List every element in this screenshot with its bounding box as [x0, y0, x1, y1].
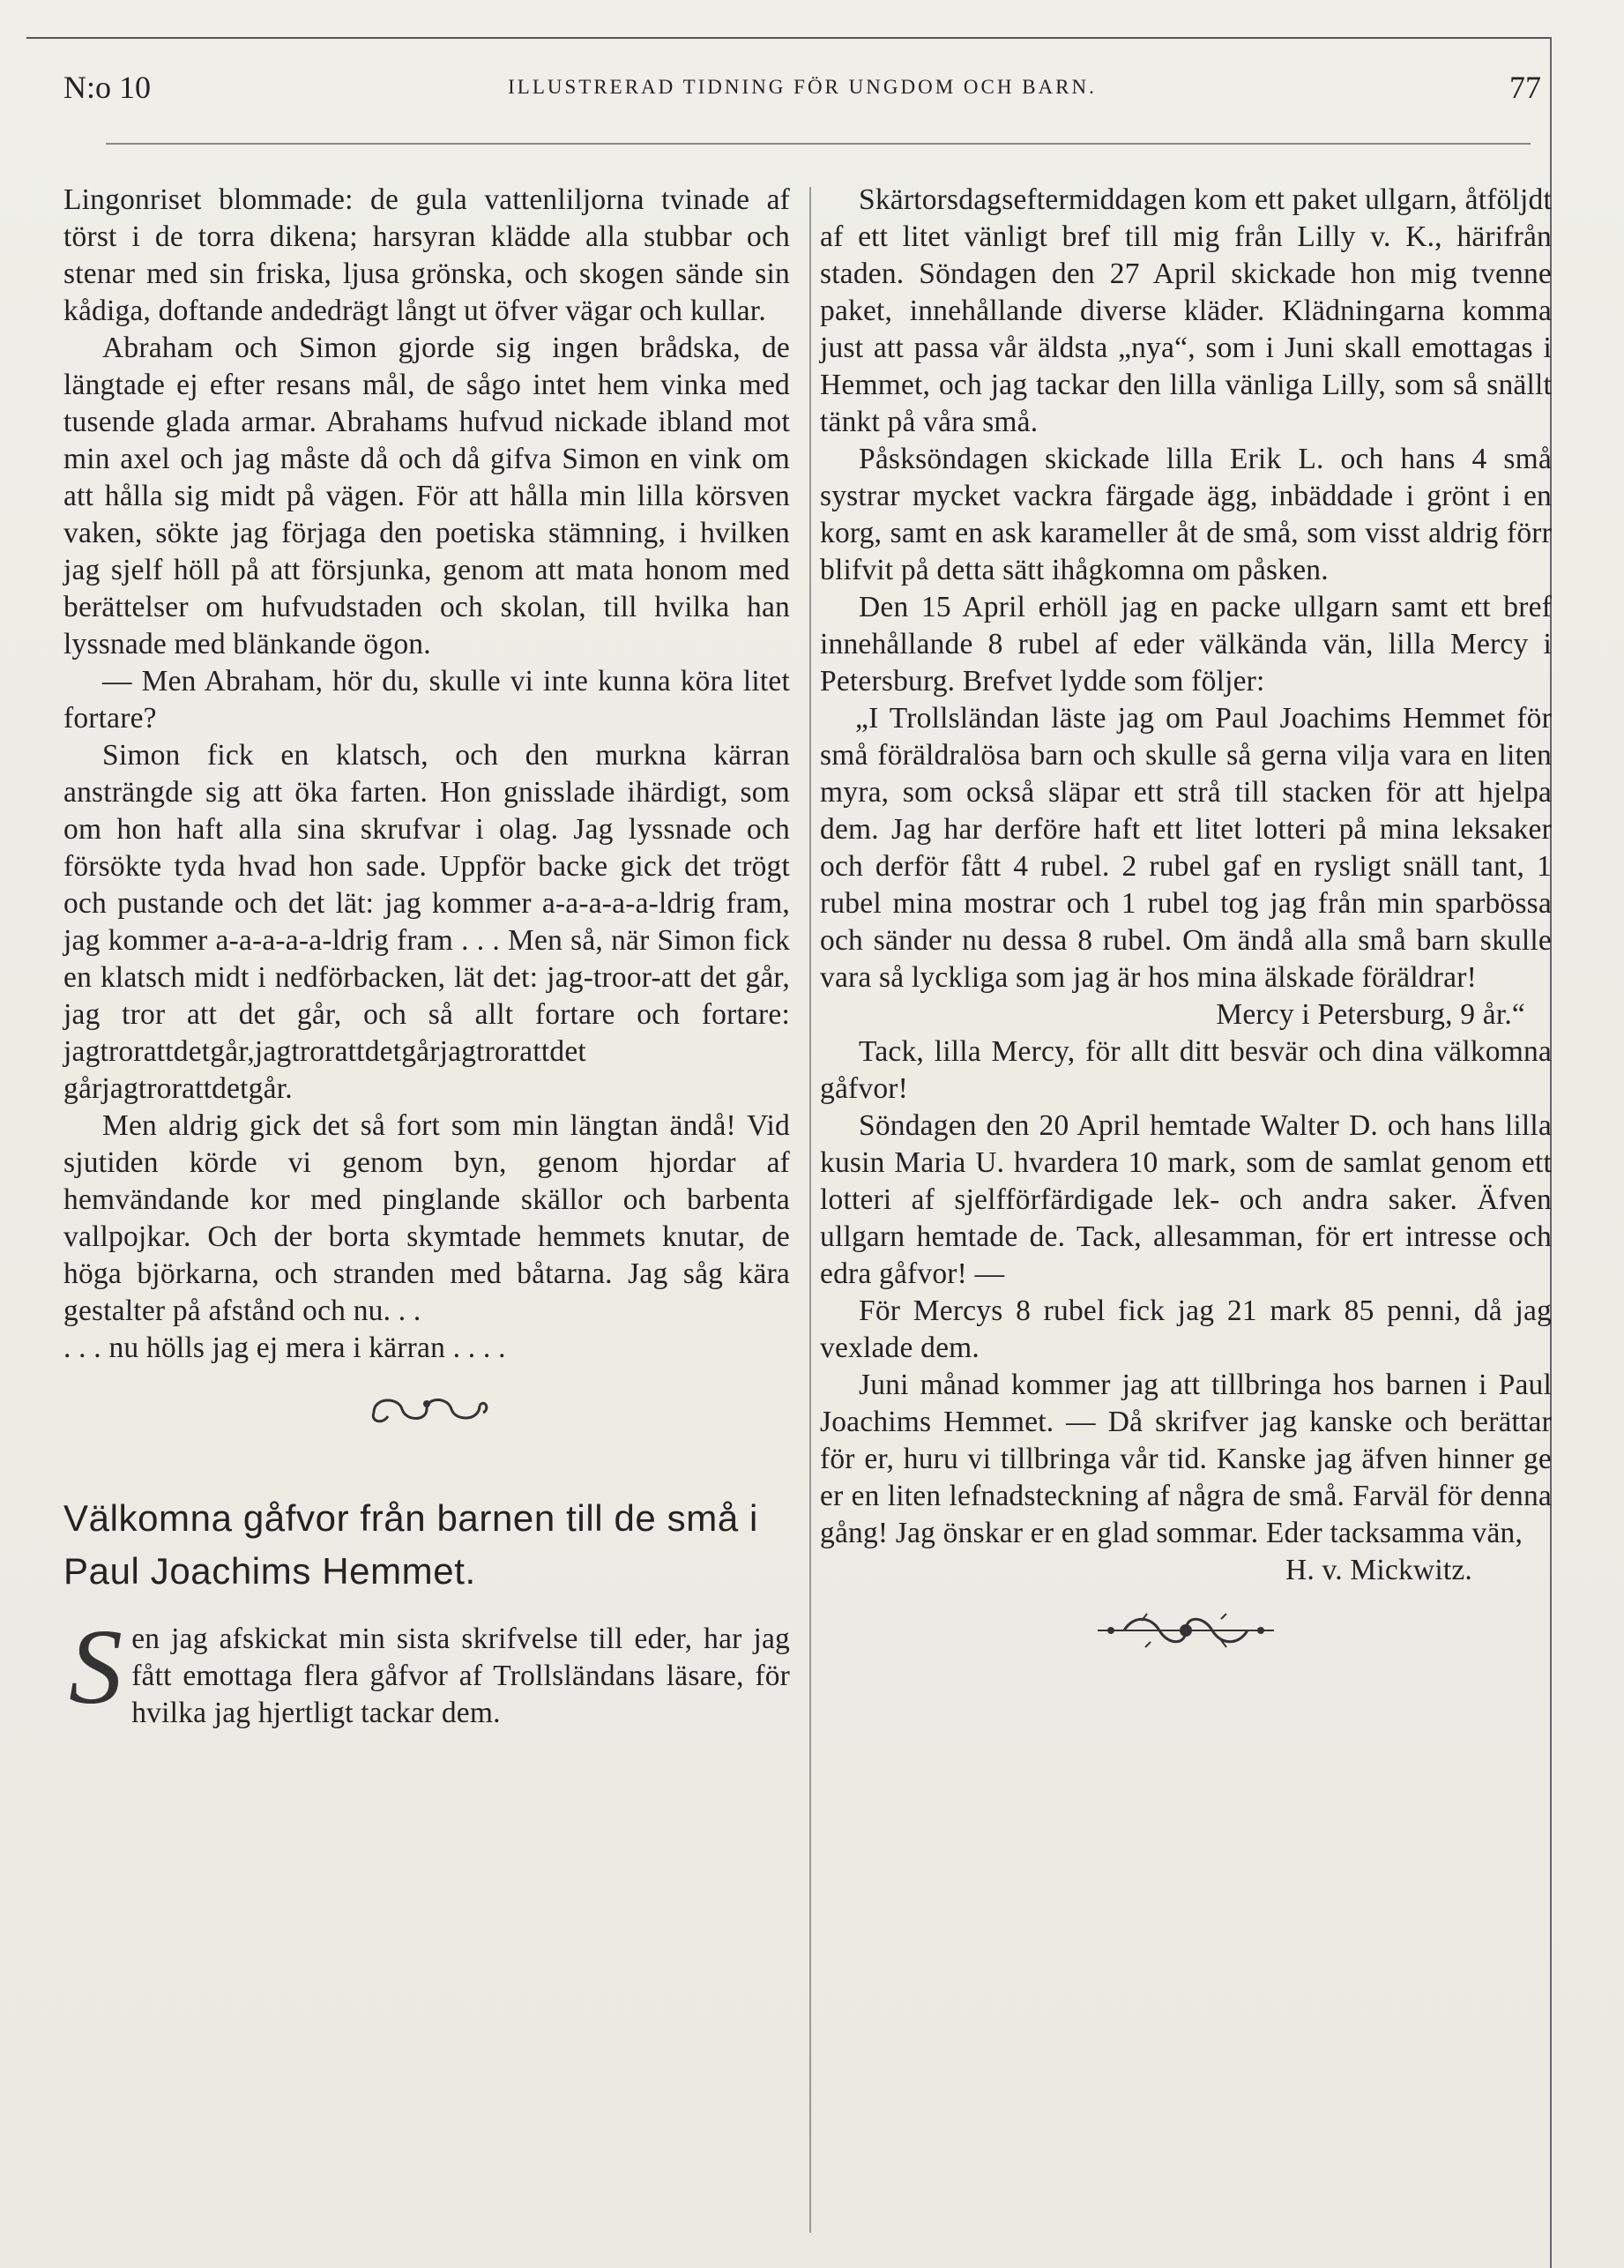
gift-paragraph: Påsksöndagen skickade lilla Erik L. och hans 4 små systrar mycket vackra färgade ägg, inbäddade i grönt i en korg, samt en ask karameller åt de små, som visst aldrig förr blifvit på detta sätt ihågkomna om påsken.: [820, 443, 1552, 586]
gift-paragraph: Tack, lilla Mercy, för allt ditt besvär och dina välkomna gåfvor!: [820, 1035, 1552, 1105]
vine-ornament-icon: [1089, 1608, 1283, 1653]
section-heading: Välkomna gåfvor från barnen till de små i Paul Joachims Hemmet.: [63, 1497, 758, 1592]
dropcap-paragraph: [63, 1608, 790, 1732]
story-paragraph: Lingonriset blommade: de gula vattenliljorna tvinade af törst i de torra dikena; harsyran klädde alla stubbar och stenar med sin friska, ljusa grönska, och skogen sände sin kådiga, doftande andedrägt långt ut öfver vägar och kullar.: [63, 183, 790, 327]
letter-signature: Mercy i Petersburg, 9 år.“: [1216, 998, 1525, 1031]
story-paragraph: Men aldrig gick det så fort som min längtan ändå! Vid sjutiden körde vi genom byn, genom hjordar af hemvändande kor med pinglande skällor och barbenta vallpojkar. Och der borta skymtade hemmets knutar, de höga björkarna, och stranden med båtarna. Jag såg kära gestalter på afstånd och nu. . .: [63, 1109, 790, 1327]
section-ornament: [63, 1386, 790, 1448]
dropcap-paragraph-text: en jag afskickat min sista skrifvelse till eder, har jag fått emottaga flera gåfvor af Trollsländans läsare, för hvilka jag hjertligt tackar dem.: [131, 1623, 790, 1729]
end-ornament: [820, 1608, 1552, 1670]
story-paragraph: Simon fick en klatsch, och den murkna kärran ansträngde sig att öka farten. Hon gnisslade ihärdigt, som om hon haft alla sina skrufvar i olag. Jag lyssnade och försökte tyda hvad hon sade. Uppför backe gick det trögt och pustande och det lät: jag kommer a-a-a-a-a-ldrig fram, jag kommer a-a-a-a-a-ldrig fram . . . Men så, när Simon fick en klatsch midt i nedförbacken, lät det: jag-troor-att det går, jag tror att det går, och så allt fortare och fortare: jagtrorattdetgår,jagtrorattdetgårjagtrorattdet gårjagtrorattdetgår.: [63, 739, 790, 1105]
author-signature: H. v. Mickwitz.: [1285, 1554, 1472, 1586]
right-column: [820, 182, 1552, 1679]
publication-title: ILLUSTRERAD TIDNING FÖR UNGDOM OCH BARN.: [508, 76, 1097, 98]
gift-paragraph: Skärtorsdagseftermiddagen kom ett paket ullgarn, åtföljdt af ett litet vänligt bref till mig från Lilly v. K., härifrån staden. Söndagen den 27 April skickade hon mig tvenne paket, innehållande diverse kläder. Klädningarna komma just att passa vår äldsta „nya“, som i Juni skall emottagas i Hemmet, och jag tackar den lilla vänliga Lilly, som så snällt tänkt på våra små.: [820, 183, 1552, 438]
issue-number: N:o 10: [63, 70, 151, 105]
flourish-ornament-icon: [356, 1386, 497, 1430]
page-header: [63, 69, 1541, 113]
column-divider: [809, 187, 811, 2233]
gift-paragraph: Juni månad kommer jag att tillbringa hos barnen i Paul Joachims Hemmet. — Då skrifver jag kanske och berättar för er, huru vi tillbringa vår tid. Kanske jag äfven hinner ge er en liten lefnadsteckning af några de små. Farväl för denna gång! Jag önskar er en glad sommar. Eder tacksamma vän,: [820, 1369, 1552, 1549]
gift-paragraph: Den 15 April erhöll jag en packe ullgarn samt ett bref innehållande 8 rubel af eder välkända vän, lilla Mercy i Petersburg. Brefvet lydde som följer:: [820, 591, 1552, 698]
gift-paragraph: Söndagen den 20 April hemtade Walter D. och hans lilla kusin Maria U. hvardera 10 mark, som de samlat genom ett lotteri af sjelfförfärdigade lek- och andra saker. Äfven ullgarn hemtade de. Tack, allesamman, för ert intresse och edra gåfvor! —: [820, 1109, 1552, 1290]
story-paragraph: — Men Abraham, hör du, skulle vi inte kunna köra litet fortare?: [63, 665, 790, 735]
page-frame-top: [26, 37, 1552, 39]
left-column: [63, 182, 790, 1732]
story-paragraph: . . . nu hölls jag ej mera i kärran . . . .: [63, 1332, 506, 1364]
quoted-letter: „I Trollsländan läste jag om Paul Joachims Hemmet för små föräldralösa barn och skulle så gerna vilja vara en liten myra, som också släpar ett strå till stacken för att hjelpa dem. Jag har derföre haft ett litet lotteri på mina leksaker och derför fått 4 rubel. 2 rubel gaf en rysligt snäll tant, 1 rubel mina mostrar och 1 rubel tog jag från min sparbössa och sänder nu dessa 8 rubel. Om ändå alla små barn skulle vara så lyckliga som jag är hos mina älskade föräldrar!: [820, 702, 1552, 994]
story-paragraph: Abraham och Simon gjorde sig ingen brådska, de längtade ej efter resans mål, de sågo intet hem vinka med tusende glada armar. Abrahams hufvud nickade ibland mot min axel och jag måste då och då gifva Simon en vink om att hålla sig midt på vägen. För att hålla min lilla körsven vaken, sökte jag förjaga den poetiska stämning, i hvilken jag sjelf höll på att försjunka, genom att mata honom med berättelser om hufvudstaden och skolan, till hvilka han lyssnade med blänkande ögon.: [63, 332, 790, 660]
gift-paragraph: För Mercys 8 rubel fick jag 21 mark 85 penni, då jag vexlade dem.: [820, 1294, 1552, 1364]
page-number: 77: [1509, 70, 1541, 105]
header-rule: [106, 143, 1531, 145]
drop-cap-letter: S: [69, 1608, 123, 1727]
